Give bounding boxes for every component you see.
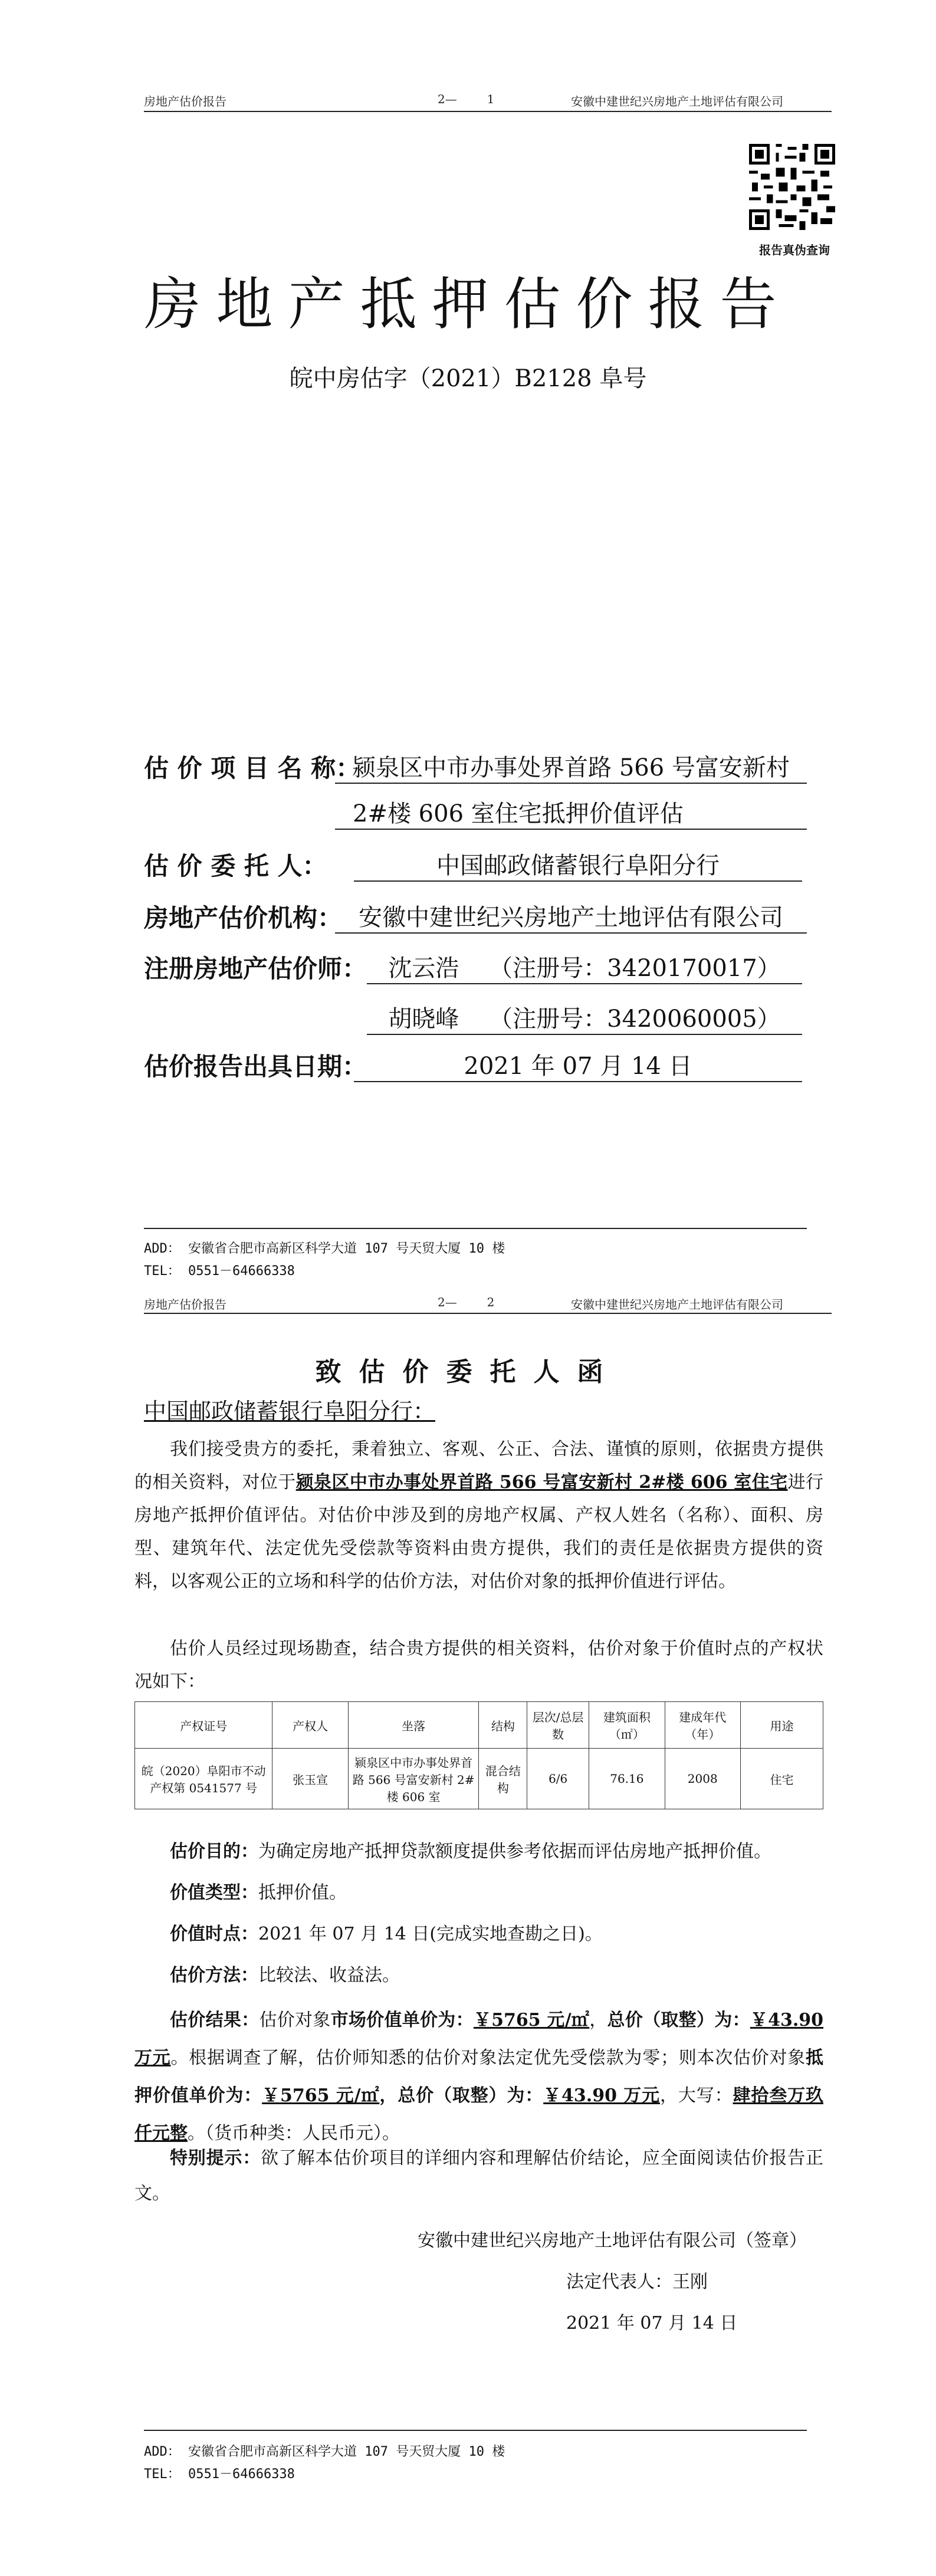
- report-date-label: 估价报告出具日期：: [144, 1052, 367, 1081]
- table-header-row: [135, 1702, 823, 1749]
- notice-text: 欲了解本估价项目的详细内容和理解估价结论，应全面阅读估价报告正文。: [134, 2148, 823, 2204]
- page2-footer-rule: [144, 2430, 807, 2431]
- table-header-cell: 坐落: [348, 1702, 479, 1749]
- result-text-b: 市场价值单价为：: [330, 2010, 474, 2030]
- method-label: 估价方法：: [170, 1965, 258, 1986]
- letter-paragraph-2: 估价人员经过现场勘查，结合贵方提供的相关资料，估价对象于价值时点的产权状况如下：: [134, 1638, 823, 1692]
- page2-footer-tel: TEL： 0551－64666338: [144, 2467, 295, 2482]
- client-value: 中国邮政储蓄银行阜阳分行: [354, 847, 802, 882]
- p1-property-address: 颍泉区中市办事处界首路 566 号富安新村 2#楼 606 室住宅: [295, 1472, 788, 1493]
- result-text-h: ，大写：: [660, 2085, 733, 2106]
- result-text-e: 。根据调查了解，估价师知悉的估价对象法定优先受偿款为零；则本次估价对象: [170, 2048, 806, 2068]
- value-type-text: 抵押价值。: [258, 1882, 347, 1903]
- signature-company: 安徽中建世纪兴房地产土地评估有限公司（签章）: [418, 2230, 807, 2251]
- page1-header-rule: [144, 111, 832, 112]
- result-paragraph: [134, 2002, 823, 2153]
- table-header-cell: 层次/总层数: [527, 1702, 589, 1749]
- purpose-line: [134, 1835, 823, 1868]
- result-text-i: 。（货币种类：人民币元）。: [188, 2123, 400, 2144]
- page2-header-rule: [144, 1313, 832, 1314]
- method-text: 比较法、收益法。: [258, 1965, 400, 1986]
- table-cell-floor: 6/6: [527, 1749, 589, 1809]
- table-cell-usage: 住宅: [740, 1749, 823, 1809]
- result-text-c: ，: [589, 2010, 607, 2030]
- result-total-price: ￥43.90 万元: [134, 2010, 824, 2068]
- report-date-value: 2021 年 07 月 14 日: [354, 1047, 802, 1082]
- table-row: [135, 1749, 823, 1809]
- value-type-line: [134, 1877, 823, 1910]
- value-date-text: 2021 年 07 月 14 日(完成实地查勘之日)。: [258, 1924, 603, 1944]
- table-header-cell: 产权人: [272, 1702, 348, 1749]
- letter-paragraph-1: [134, 1433, 823, 1598]
- result-label: 估价结果：: [170, 2010, 260, 2030]
- client-label: 估 价 委 托 人：: [144, 852, 327, 880]
- result-text-d: 总价（取整）为：: [607, 2010, 750, 2030]
- page1-footer-tel: TEL： 0551－64666338: [144, 1264, 295, 1279]
- page1-header-page-number: 2— 1: [438, 92, 495, 106]
- report-number: 皖中房估字（2021）B2128 阜号: [289, 365, 647, 392]
- result-unit-price: ￥5765 元/㎡: [473, 2010, 590, 2030]
- table-header-cell: 建成年代（年）: [665, 1702, 740, 1749]
- value-date-label: 价值时点：: [170, 1924, 258, 1944]
- table-cell-year: 2008: [665, 1749, 740, 1809]
- project-name-label: 估 价 项 目 名 称：: [144, 754, 361, 783]
- letter-title: 致估价委托人函: [315, 1357, 621, 1387]
- table-header-cell: 用途: [740, 1702, 823, 1749]
- result-mortgage-total: ￥43.90 万元: [543, 2085, 661, 2106]
- page2-footer-address: ADD： 安徽省合肥市高新区科学大道 107 号天贸大厦 10 楼: [144, 2444, 505, 2459]
- result-text-a: 估价对象: [259, 2010, 331, 2030]
- page1-footer-rule: [144, 1228, 807, 1229]
- project-name-line1: 颍泉区中市办事处界首路 566 号富安新村: [335, 749, 807, 784]
- p1-text-b: 进行房地产抵押价值评估。对估价中涉及到的房地产权属、产权人姓名（名称）、面积、房型、建筑年代、法定优先受偿款等资料由贵方提供，我们的责任是依据贵方提供的资料，以客观公正的立场和科学的估价方法，对估价对象的抵押价值进行评估。: [134, 1472, 824, 1592]
- appraiser-2: 胡晓峰 （注册号：3420060005）: [367, 1000, 802, 1035]
- property-rights-table: [134, 1701, 823, 1809]
- project-name-line2: 2#楼 606 室住宅抵押价值评估: [335, 795, 807, 830]
- method-line: [134, 1959, 823, 1992]
- purpose-label: 估价目的：: [170, 1841, 258, 1862]
- page1-header-company: 安徽中建世纪兴房地产土地评估有限公司: [571, 94, 783, 109]
- agency-value: 安徽中建世纪兴房地产土地评估有限公司: [335, 899, 807, 934]
- result-text-g: ，总价（取整）为：: [379, 2085, 544, 2106]
- value-type-label: 价值类型：: [170, 1882, 258, 1903]
- page1-footer-address: ADD： 安徽省合肥市高新区科学大道 107 号天贸大厦 10 楼: [144, 1241, 505, 1256]
- signature-legal-rep: 法定代表人：王刚: [566, 2272, 708, 2292]
- table-cell-cert-no: 皖（2020）阜阳市不动产权第 0541577 号: [135, 1749, 272, 1809]
- agency-label: 房地产估价机构：: [144, 903, 343, 932]
- appraiser-1: 沈云浩 （注册号：3420170017）: [367, 949, 802, 984]
- letter-addressee: 中国邮政储蓄银行阜阳分行：: [144, 1398, 436, 1424]
- table-cell-owner: 张玉宣: [272, 1749, 348, 1809]
- page2-header-left: 房地产估价报告: [144, 1297, 226, 1312]
- report-title: 房地产抵押估价报告: [144, 271, 792, 337]
- qr-code-icon[interactable]: [749, 144, 835, 230]
- p1-text-a: 我们接受贵方的委托，秉着独立、客观、公正、合法、谨慎的原则，依据贵方提供的相关资料，对位于: [134, 1439, 823, 1493]
- table-cell-location: 颍泉区中市办事处界首路 566 号富安新村 2#楼 606 室: [348, 1749, 479, 1809]
- result-text-f: 抵押价值单价为：: [134, 2048, 824, 2106]
- result-mortgage-unit-price: ￥5765 元/㎡: [262, 2085, 380, 2106]
- appraiser-label: 注册房地产估价师：: [144, 954, 367, 983]
- value-date-line: [134, 1918, 823, 1951]
- purpose-text: 为确定房地产抵押贷款额度提供参考依据而评估房地产抵押价值。: [258, 1841, 771, 1862]
- table-cell-area: 76.16: [589, 1749, 665, 1809]
- result-amount-uppercase: 肆拾叁万玖仟元整: [134, 2085, 824, 2144]
- qr-verification-label: 报告真伪查询: [759, 243, 830, 257]
- page2-header-page-number: 2— 2: [438, 1295, 495, 1309]
- table-header-cell: 产权证号: [135, 1702, 272, 1749]
- notice-label: 特别提示：: [170, 2148, 261, 2168]
- signature-date: 2021 年 07 月 14 日: [566, 2313, 738, 2334]
- table-cell-structure: 混合结构: [479, 1749, 527, 1809]
- notice-paragraph: [134, 2141, 823, 2212]
- page1-header-left: 房地产估价报告: [144, 94, 226, 109]
- table-header-cell: 结构: [479, 1702, 527, 1749]
- table-header-cell: 建筑面积（㎡）: [589, 1702, 665, 1749]
- page2-header-company: 安徽中建世纪兴房地产土地评估有限公司: [571, 1297, 783, 1312]
